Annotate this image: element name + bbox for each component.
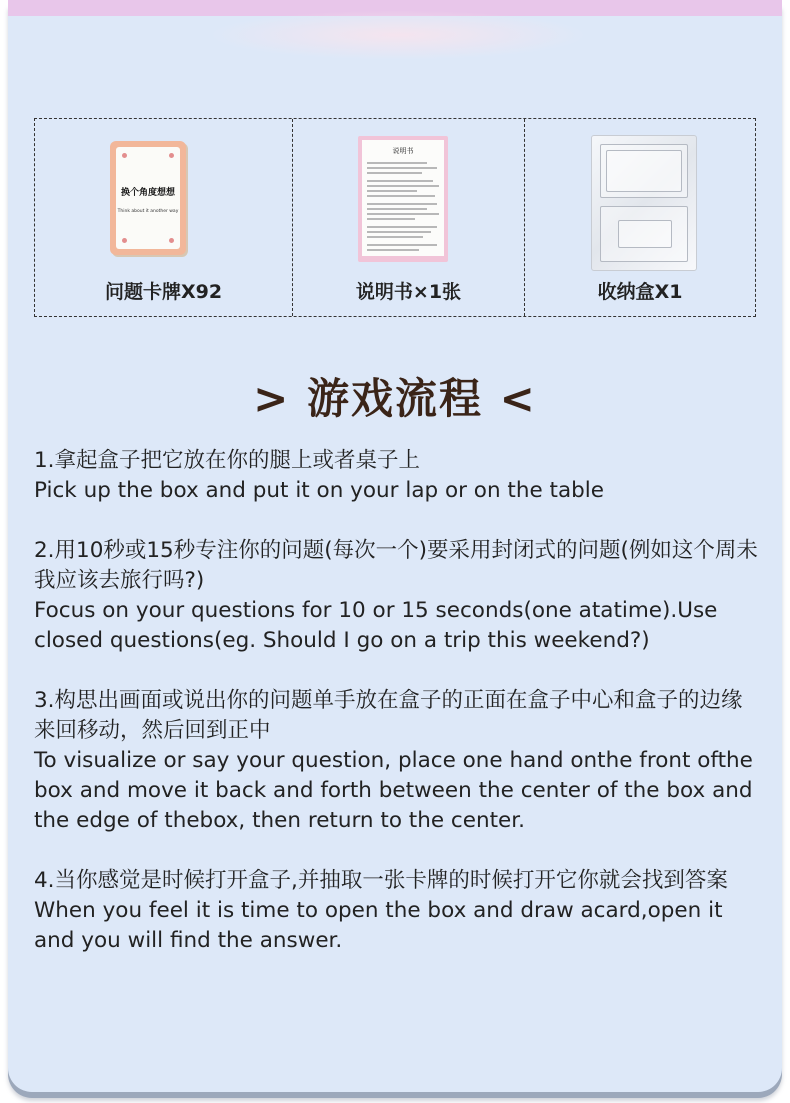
step-text-zh: 2.用10秒或15秒专注你的问题(每次一个)要采用封闭式的问题(例如这个周未我应该去旅行吗?)	[34, 538, 758, 593]
manual-title: 说明书	[392, 147, 414, 155]
item-label-box: 收纳盒X1	[597, 281, 683, 303]
card-title: 换个角度想想	[120, 188, 175, 198]
item-cell-manual	[292, 119, 524, 316]
top-glow	[208, 10, 588, 60]
step-text-zh: 3.构思出画面或说出你的问题单手放在盒子的正面在盒子中心和盒子的边缘来回移动，然后回到正中	[34, 688, 743, 743]
item-cell-box	[524, 119, 755, 316]
step-item	[34, 866, 762, 956]
step-text-zh: 4.当你感觉是时候打开盒子,并抽取一张卡牌的时候打开它你就会找到答案	[34, 868, 728, 893]
step-text-en: When you feel it is time to open the box and draw acard,open it and you will find the answer.	[34, 898, 723, 953]
step-item	[34, 446, 762, 506]
card-subtitle: Think about it another way	[117, 209, 179, 214]
page-frame	[8, 0, 782, 1092]
step-text-en: Focus on your questions for 10 or 15 seconds(one atatime).Use closed questions(eg. Should I go on a trip this weekend?)	[34, 598, 718, 653]
step-item	[34, 686, 762, 836]
step-text-zh: 1.拿起盒子把它放在你的腿上或者桌子上	[34, 448, 421, 473]
step-item	[34, 536, 762, 656]
package-contents-table	[34, 118, 756, 317]
question-card-image	[110, 141, 186, 255]
step-text-en: Pick up the box and put it on your lap or on the table	[34, 478, 604, 503]
storage-box-image	[591, 135, 697, 271]
item-label-cards: 问题卡牌X92	[104, 281, 223, 303]
step-text-en: To visualize or say your question, place one hand onthe front ofthe box and move it back and forth between the center of the box and the edge of thebox, then return to the center.	[34, 748, 753, 833]
steps-list	[34, 446, 762, 986]
item-label-manual: 说明书×1张	[355, 281, 462, 303]
section-title: > 游戏流程 <	[253, 374, 537, 423]
manual-image	[358, 136, 448, 262]
item-cell-cards	[35, 119, 292, 316]
